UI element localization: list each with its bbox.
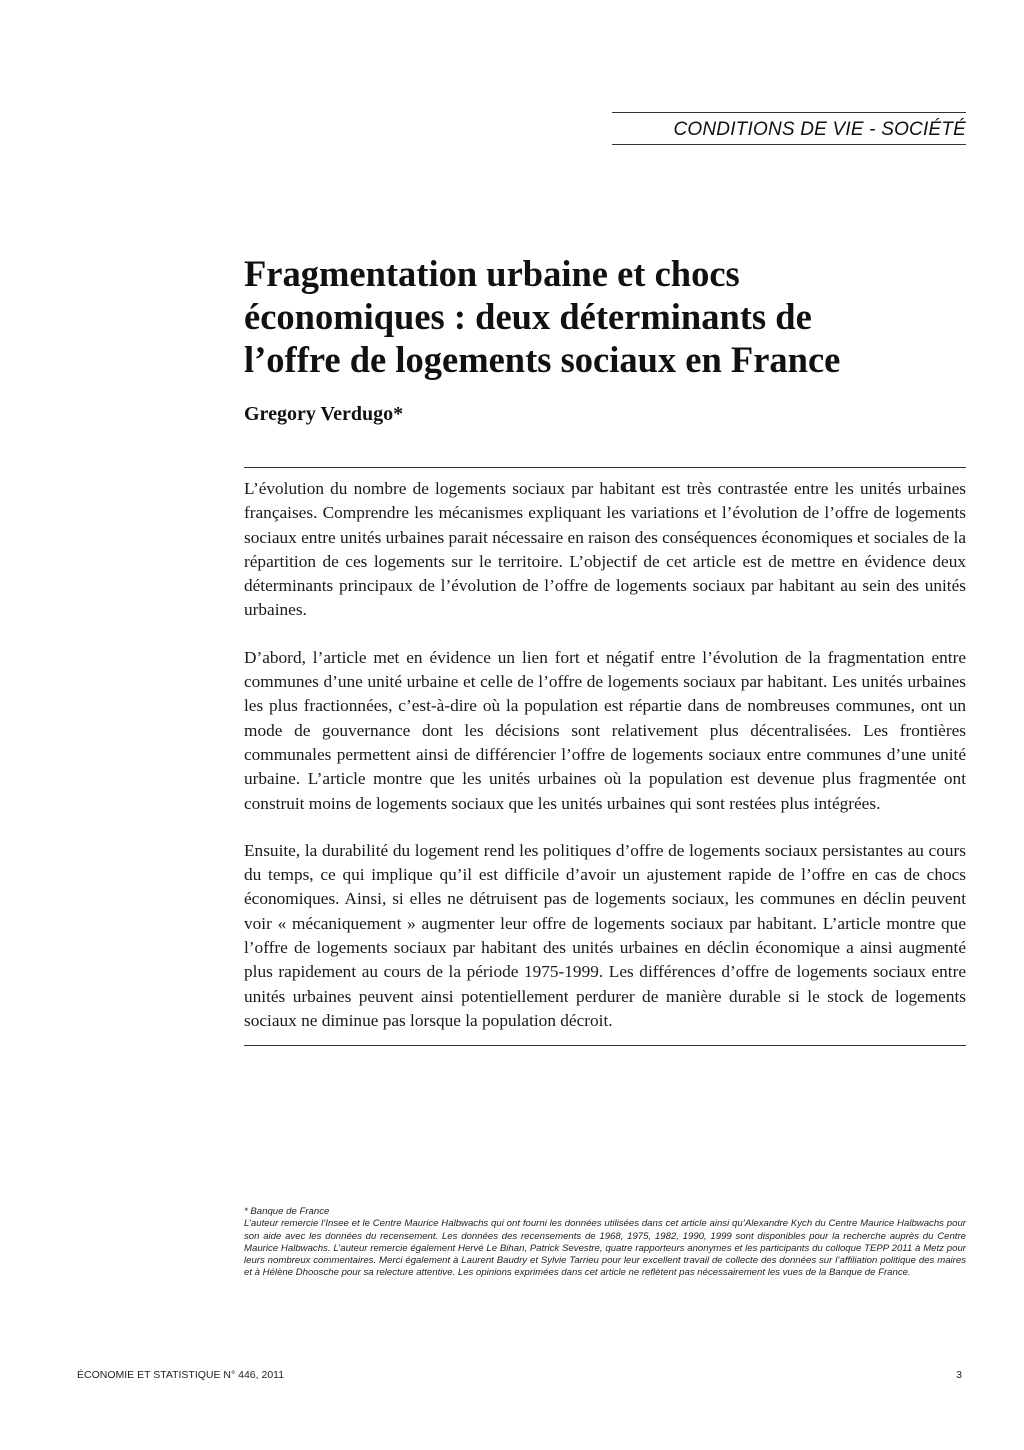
footnote: [244, 1206, 966, 1280]
journal-reference: ÉCONOMIE ET STATISTIQUE N° 446, 2011: [77, 1369, 285, 1381]
abstract-paragraph: Ensuite, la durabilité du logement rend les politiques d’offre de logements sociaux persistantes au cours du temps, ce qui implique qu’il est difficile d’avoir un ajustement rapide de l’offre en cas de chocs économiques. Ainsi, si elles ne détruisent pas de logements sociaux, les communes en déclin peuvent voir « mécaniquement » augmenter leur offre de logements sociaux par habitant. L’article montre que l’offre de logements sociaux par habitant des unités urbaines en déclin économique a ainsi augmenté plus rapidement au cours de la période 1975-1999. Les différences d’offre de logements sociaux entre unités urbaines peuvent ainsi potentiellement perdurer de manière durable si le stock de logements sociaux ne diminue pas lorsque la population décroit.: [244, 840, 966, 1030]
footnote-affiliation: * Banque de France: [244, 1206, 330, 1217]
title-line: l’offre de logements sociaux en France: [244, 339, 841, 380]
abstract-paragraph: D’abord, l’article met en évidence un lien fort et négatif entre l’évolution de la fragmentation entre communes d’une unité urbaine et celle de l’offre de logements sociaux par habitant. Les unités urbaines les plus fractionnées, c’est-à-dire où la population est répartie dans de nombreuses communes, ont un mode de gouvernance dont les décisions sont relativement plus décentralisées. Les frontières communales permettent ainsi de différencier l’offre de logements sociaux entre communes d’une unité urbaine. L’article montre que les unités urbaines où la population est devenue plus fragmentée ont construit moins de logements sociaux que les unités urbaines qui sont restées plus intégrées.: [244, 647, 966, 813]
article-title: [244, 252, 984, 381]
author-name: Gregory Verdugo*: [244, 403, 404, 425]
section-label: CONDITIONS DE VIE - SOCIÉTÉ: [673, 119, 966, 140]
abstract-box: [244, 467, 966, 1046]
title-line: Fragmentation urbaine et chocs: [244, 253, 740, 294]
title-line: économiques : deux déterminants de: [244, 296, 812, 337]
footnote-acknowledgements: L’auteur remercie l’Insee et le Centre Maurice Halbwachs qui ont fourni les données utilisées dans cet article ainsi qu’Alexandre Kych du Centre Maurice Halbwachs pour son aide avec les données du recensement. Les données des recensements de 1968, 1975, 1982, 1990, 1999 sont disponibles pour la recherche auprès du Centre Maurice Halbwachs. L’auteur remercie également Hervé Le Bihan, Patrick Sevestre, quatre rapporteurs anonymes et les participants du colloque TEPP 2011 à Metz pour leurs nombreux commentaires. Merci également à Laurent Baudry et Sylvie Tarrieu pour leur excellent travail de collecte des données sur l’affiliation politique des maires et à Hélène Dhoosche pour sa relecture attentive. Les opinions exprimées dans cet article ne reflètent pas nécessairement les vues de la Banque de France.: [244, 1218, 966, 1279]
abstract-paragraph: L’évolution du nombre de logements sociaux par habitant est très contrastée entre les unités urbaines françaises. Comprendre les mécanismes expliquant les variations et l’évolution de l’offre de logements sociaux entre unités urbaines parait nécessaire en raison des conséquences économiques et sociales de la répartition de ces logements sur le territoire. L’objectif de cet article est de mettre en évidence deux déterminants principaux de l’évolution de l’offre de logements sociaux par habitant au sein des unités urbaines.: [244, 479, 966, 620]
page-number: 3: [956, 1369, 962, 1381]
section-header: [612, 112, 966, 145]
